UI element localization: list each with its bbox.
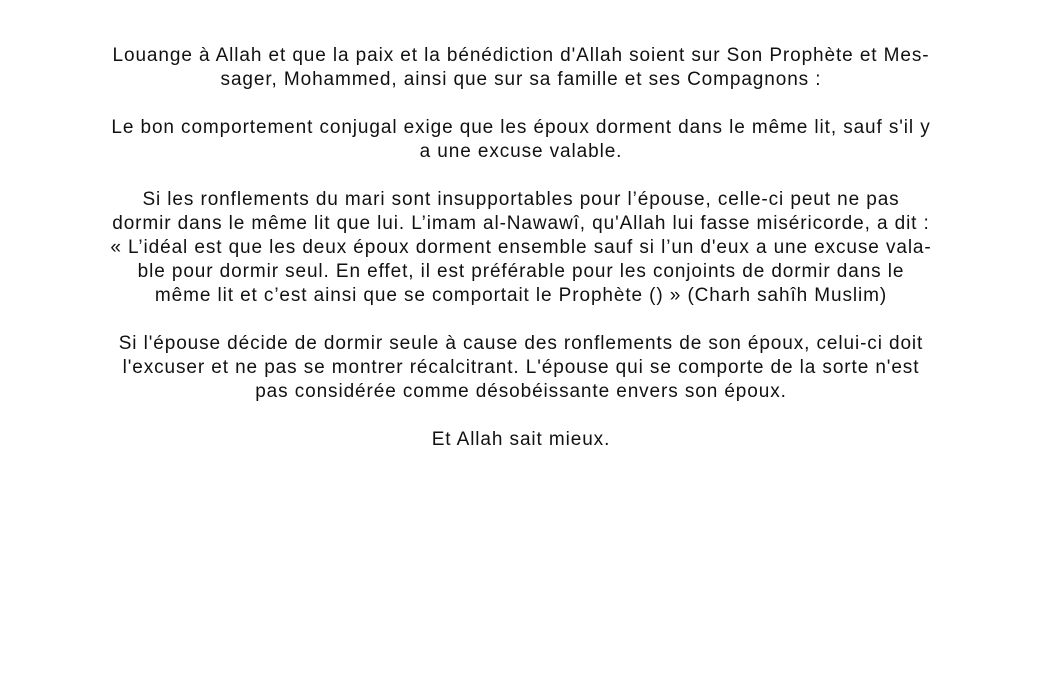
text-line: Si les ronflements du mari sont insupportables pour l’épouse, celle-ci peut ne pas <box>142 189 900 210</box>
text-line: Et Allah sait mieux. <box>431 429 611 450</box>
text-line: « L’idéal est que les deux époux dorment ensemble sauf si l’un d'eux a une excuse vala- <box>110 237 932 258</box>
text-line: même lit et c’est ainsi que se comportait le Prophète () » (Charh sahîh Muslim) <box>154 285 888 306</box>
text-line: l'excuser et ne pas se montrer récalcitrant. L'épouse qui se comporte de la sorte n'est <box>122 357 920 378</box>
text-line: Si l'épouse décide de dormir seule à cause des ronflements de son époux, celui-ci doit <box>118 333 924 354</box>
paragraph-snoring-nawawi-quote <box>46 188 996 308</box>
text-line: pas considérée comme désobéissante envers son époux. <box>255 381 787 402</box>
paragraph-wife-sleeps-alone <box>46 332 996 404</box>
text-line: sager, Mohammed, ainsi que sur sa famille et ses Compagnons : <box>220 69 822 90</box>
text-line: Louange à Allah et que la paix et la bénédiction d'Allah soient sur Son Prophète et Mes- <box>112 45 930 66</box>
text-line: a une excuse valable. <box>419 141 623 162</box>
text-line: Le bon comportement conjugal exige que les époux dorment dans le même lit, sauf s'il y <box>111 117 931 138</box>
text-line: dormir dans le même lit que lui. L’imam al-Nawawî, qu'Allah lui fasse miséricorde, a dit : <box>112 213 930 234</box>
paragraph-conjugal-behavior <box>46 116 996 164</box>
text-line: ble pour dormir seul. En effet, il est préférable pour les conjoints de dormir dans le <box>137 261 905 282</box>
document-body <box>46 44 996 476</box>
paragraph-opening-praise <box>46 44 996 92</box>
paragraph-closing <box>46 428 996 452</box>
